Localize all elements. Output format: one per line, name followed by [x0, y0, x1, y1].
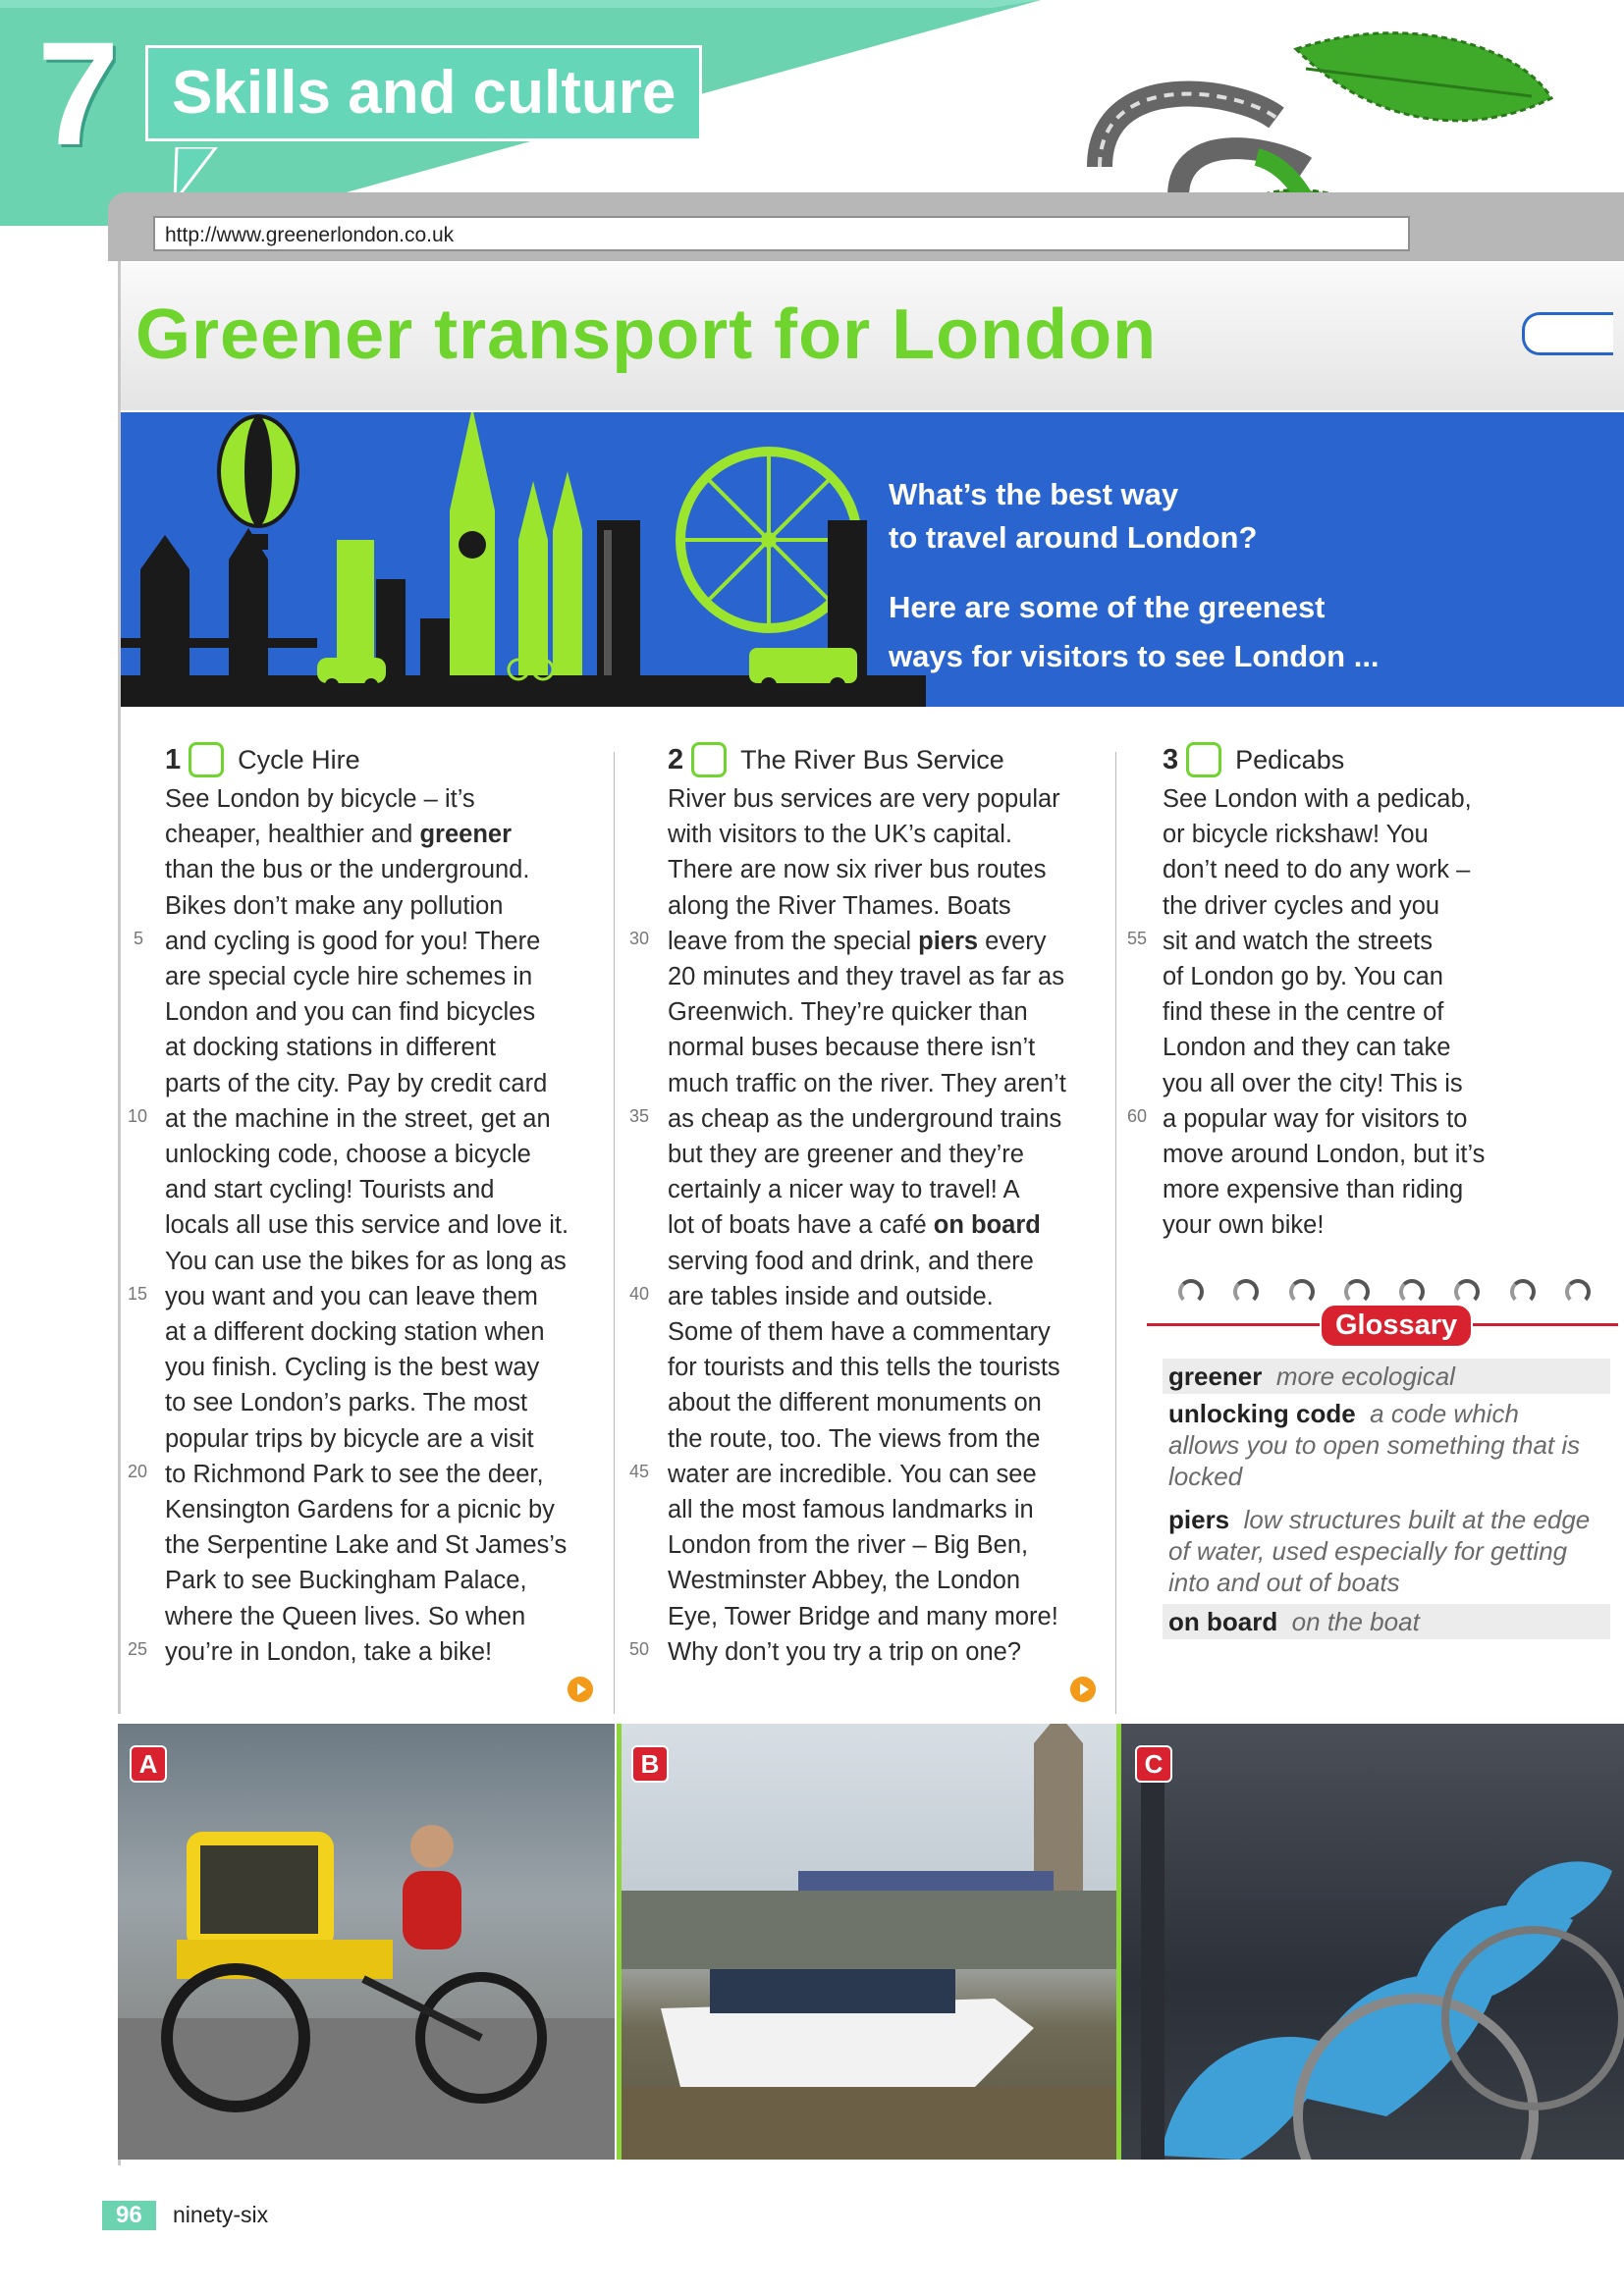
- text-line: with visitors to the UK’s capital.: [668, 821, 1012, 849]
- text-line: where the Queen lives. So when: [165, 1602, 526, 1630]
- glossary-entry: [1163, 1502, 1610, 1600]
- line-number: 45: [629, 1462, 650, 1481]
- text-line: you want and you can leave them: [165, 1282, 538, 1310]
- article-header: [668, 738, 1066, 781]
- article-title: The River Bus Service: [740, 744, 1004, 774]
- article-number: 2: [668, 743, 684, 775]
- line-number: 60: [1127, 1106, 1148, 1126]
- text-line: the Serpentine Lake and St James’s: [165, 1531, 568, 1560]
- url-bar[interactable]: http://www.greenerlondon.co.uk: [153, 216, 1410, 251]
- text-line: but they are greener and they’re: [668, 1141, 1024, 1169]
- glossary-definition: more ecological: [1275, 1362, 1455, 1391]
- text-line: of London go by. You can: [1163, 963, 1443, 991]
- text-line: you’re in London, take a bike!: [165, 1637, 493, 1666]
- text-line: sit and watch the streets: [1163, 927, 1433, 955]
- text-line: at a different docking station when: [165, 1318, 545, 1347]
- text-line: 20 minutes and they travel as far as: [668, 963, 1064, 991]
- notepad-rings: [1178, 1279, 1591, 1307]
- glossary-definition: locked: [1168, 1462, 1243, 1491]
- glossary-entry: [1163, 1396, 1610, 1494]
- text-line: at the machine in the street, get an: [165, 1104, 551, 1133]
- text-line: more expensive than riding: [1163, 1176, 1464, 1204]
- text-line: much traffic on the river. They aren’t: [668, 1069, 1066, 1097]
- glossary-term: unlocking code: [1168, 1399, 1356, 1428]
- text-line: water are incredible. You can see: [668, 1460, 1037, 1488]
- article-body: [668, 781, 1066, 1670]
- article-number: 1: [165, 743, 182, 775]
- photo-river-bus: [622, 1714, 1116, 2160]
- banner-intro-line2: ways for visitors to see London ...: [889, 639, 1380, 673]
- glossary-definition: a code which: [1370, 1399, 1519, 1428]
- article-title: Pedicabs: [1235, 744, 1345, 774]
- banner-question-line2: to travel around London?: [889, 520, 1258, 555]
- answer-box[interactable]: [189, 742, 224, 777]
- article-body: [1163, 781, 1485, 1244]
- text-line: River bus services are very popular: [668, 785, 1060, 813]
- glossary-term: on board: [1168, 1607, 1278, 1636]
- article-header: [1163, 738, 1485, 781]
- text-line: along the River Thames. Boats: [668, 891, 1011, 920]
- play-audio-icon[interactable]: [1070, 1677, 1096, 1702]
- line-number: 40: [629, 1284, 650, 1304]
- glossary-definition: of water, used especially for getting: [1168, 1536, 1568, 1566]
- photo-pedicab: [118, 1714, 615, 2160]
- text-line: to see London’s parks. The most: [165, 1389, 528, 1417]
- river-bus-image: [622, 1724, 1116, 2160]
- page-number: 96: [102, 2201, 156, 2230]
- text-line: than the bus or the underground.: [165, 856, 530, 884]
- page-number-word: ninety-six: [173, 2202, 269, 2227]
- glossary-title: Glossary: [1320, 1304, 1473, 1348]
- line-number: 50: [629, 1639, 650, 1659]
- text-line: and cycling is good for you! There: [165, 927, 541, 955]
- article-pedicabs: [1163, 738, 1485, 1244]
- banner-intro-line1: Here are some of the greenest: [889, 590, 1326, 624]
- text-line: London and they can take: [1163, 1034, 1451, 1062]
- text-line: or bicycle rickshaw! You: [1163, 821, 1429, 849]
- line-number: 20: [128, 1462, 148, 1481]
- article-title: Cycle Hire: [238, 744, 360, 774]
- text-line: for tourists and this tells the tourists: [668, 1354, 1060, 1382]
- glossary-definition: low structures built at the edge: [1243, 1505, 1591, 1534]
- article-river-bus: [668, 738, 1066, 1670]
- text-line: See London with a pedicab,: [1163, 785, 1472, 813]
- text-line: locals all use this service and love it.: [165, 1211, 569, 1240]
- text-line: move around London, but it’s: [1163, 1141, 1486, 1169]
- glossary-term: greener: [1168, 1362, 1263, 1391]
- unit-number: 7: [37, 11, 120, 176]
- column-divider: [614, 752, 615, 1734]
- text-line: Bikes don’t make any pollution: [165, 891, 504, 920]
- text-line: There are now six river bus routes: [668, 856, 1047, 884]
- ring-icon: [1565, 1279, 1591, 1305]
- text-line: normal buses because there isn’t: [668, 1034, 1036, 1062]
- text-line: and start cycling! Tourists and: [165, 1176, 495, 1204]
- london-skyline-illustration: [121, 412, 1624, 707]
- line-number: 35: [629, 1106, 650, 1126]
- glossary-entry: [1163, 1604, 1610, 1639]
- line-number: 5: [134, 929, 144, 948]
- line-number: 30: [629, 929, 650, 948]
- glossary-definition: on the boat: [1291, 1607, 1420, 1636]
- line-number: 10: [128, 1106, 148, 1126]
- text-line: London and you can find bicycles: [165, 998, 536, 1027]
- ring-icon: [1178, 1279, 1204, 1305]
- text-line: See London by bicycle – it’s: [165, 785, 475, 813]
- article-number: 3: [1163, 743, 1179, 775]
- text-line: parts of the city. Pay by credit card: [165, 1069, 548, 1097]
- text-line: are tables inside and outside.: [668, 1282, 994, 1310]
- browser-side-tab: [1522, 312, 1613, 355]
- text-line: a popular way for visitors to: [1163, 1104, 1468, 1133]
- text-line: Greenwich. They’re quicker than: [668, 998, 1028, 1027]
- text-line: find these in the centre of: [1163, 998, 1444, 1027]
- ring-icon: [1289, 1279, 1315, 1305]
- ring-icon: [1344, 1279, 1370, 1305]
- ring-icon: [1454, 1279, 1480, 1305]
- text-line: Park to see Buckingham Palace,: [165, 1567, 527, 1595]
- glossary-definition: allows you to open something that is: [1168, 1430, 1581, 1460]
- text-line: at docking stations in different: [165, 1034, 496, 1062]
- text-line: cheaper, healthier and greener: [165, 821, 512, 849]
- play-audio-icon[interactable]: [568, 1677, 593, 1702]
- photo-docked-bikes: [1121, 1714, 1624, 2160]
- text-line: serving food and drink, and there: [668, 1247, 1034, 1275]
- text-line: unlocking code, choose a bicycle: [165, 1141, 531, 1169]
- unit-title: Skills and culture: [145, 45, 702, 141]
- skyline-banner: [121, 412, 1624, 707]
- text-line: You can use the bikes for as long as: [165, 1247, 567, 1275]
- article-header: [165, 738, 568, 781]
- text-line: London from the river – Big Ben,: [668, 1531, 1029, 1560]
- line-number: 55: [1127, 929, 1148, 948]
- text-line: Eye, Tower Bridge and many more!: [668, 1602, 1058, 1630]
- text-line: about the different monuments on: [668, 1389, 1042, 1417]
- answer-box[interactable]: [1186, 742, 1221, 777]
- article-cycle-hire: [165, 738, 568, 1670]
- text-line: the driver cycles and you: [1163, 891, 1440, 920]
- pedicab-image: [118, 1724, 615, 2160]
- glossary-term: piers: [1168, 1505, 1230, 1534]
- article-body: [165, 781, 568, 1670]
- text-line: to Richmond Park to see the deer,: [165, 1460, 544, 1488]
- text-line: as cheap as the underground trains: [668, 1104, 1062, 1133]
- ring-icon: [1399, 1279, 1425, 1305]
- ring-icon: [1510, 1279, 1536, 1305]
- banner-question-line1: What’s the best way: [889, 477, 1179, 511]
- text-line: you all over the city! This is: [1163, 1069, 1463, 1097]
- text-line: the route, too. The views from the: [668, 1424, 1041, 1453]
- glossary-definition: into and out of boats: [1168, 1568, 1400, 1597]
- photo-label: B: [631, 1745, 669, 1783]
- text-line: Kensington Gardens for a picnic by: [165, 1496, 555, 1524]
- text-line: certainly a nicer way to travel! A: [668, 1176, 1020, 1204]
- text-line: Westminster Abbey, the London: [668, 1567, 1021, 1595]
- text-line: leave from the special piers every: [668, 927, 1047, 955]
- text-line: popular trips by bicycle are a visit: [165, 1424, 534, 1453]
- banner-question: [889, 473, 1257, 560]
- text-line: your own bike!: [1163, 1211, 1325, 1240]
- line-number: 25: [128, 1639, 148, 1659]
- photo-label: A: [130, 1745, 167, 1783]
- column-divider: [1115, 752, 1116, 1734]
- text-line: you finish. Cycling is the best way: [165, 1354, 540, 1382]
- docked-bikes-image: [1121, 1724, 1624, 2160]
- text-line: are special cycle hire schemes in: [165, 963, 533, 991]
- text-line: lot of boats have a café on board: [668, 1211, 1041, 1240]
- glossary-entry: [1163, 1359, 1610, 1394]
- text-line: Why don’t you try a trip on one?: [668, 1637, 1022, 1666]
- answer-box[interactable]: [691, 742, 727, 777]
- banner-intro: [889, 583, 1380, 681]
- ring-icon: [1233, 1279, 1259, 1305]
- text-line: Some of them have a commentary: [668, 1318, 1051, 1347]
- text-line: don’t need to do any work –: [1163, 856, 1471, 884]
- line-number: 15: [128, 1284, 148, 1304]
- photo-label: C: [1135, 1745, 1172, 1783]
- page-title: Greener transport for London: [135, 295, 1158, 374]
- text-line: all the most famous landmarks in: [668, 1496, 1034, 1524]
